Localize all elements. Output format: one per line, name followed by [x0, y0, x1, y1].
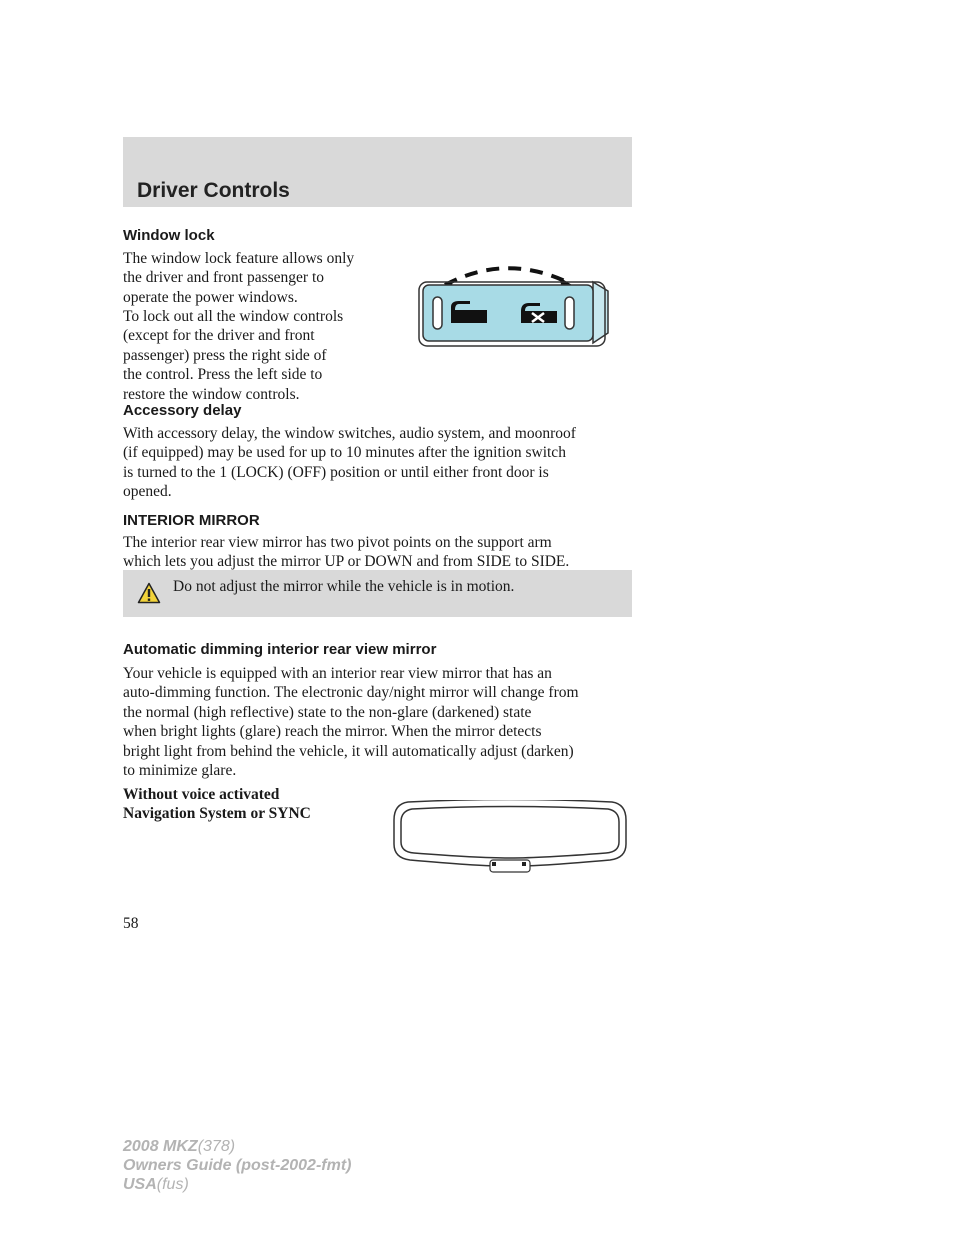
footer-model: 2008 MKZ — [123, 1138, 198, 1155]
page-number: 58 — [123, 915, 139, 932]
text-line: the control. Press the left side to — [123, 366, 323, 384]
text-line: passenger) press the right side of — [123, 346, 327, 364]
page-title: Driver Controls — [137, 179, 290, 202]
text-line: the normal (high reflective) state to the non-glare (darkened) state — [123, 703, 532, 721]
footer-region: USA — [123, 1176, 157, 1193]
text-line: operate the power windows. — [123, 288, 298, 306]
text-line: Without voice activated — [123, 786, 280, 803]
auto-dimming-heading: Automatic dimming interior rear view mirror — [123, 641, 437, 658]
warning-box — [123, 570, 632, 617]
text-line: opened. — [123, 483, 172, 501]
text-line: the driver and front passenger to — [123, 269, 325, 287]
interior-mirror-heading: INTERIOR MIRROR — [123, 512, 260, 529]
text-line: to minimize glare. — [123, 762, 237, 780]
header-band — [123, 137, 632, 207]
footer-region-code: (fus) — [156, 1176, 189, 1193]
text-line: bright light from behind the vehicle, it will automatically adjust (darken) — [123, 742, 574, 760]
accessory-delay-paragraph — [123, 424, 576, 502]
text-line: Navigation System or SYNC — [123, 805, 311, 823]
window-lock-heading: Window lock — [123, 227, 215, 244]
text-line: auto-dimming function. The electronic day/night mirror will change from — [123, 684, 579, 702]
auto-dimming-subheading — [123, 785, 311, 824]
auto-dimming-paragraph — [123, 664, 579, 780]
text-line: (except for the driver and front — [123, 327, 315, 345]
text-line: which lets you adjust the mirror UP or DOWN and from SIDE to SIDE. — [123, 553, 570, 571]
footer-guide: Owners Guide (post-2002-fmt) — [123, 1157, 352, 1174]
text-line: when bright lights (glare) reach the mirror. When the mirror detects — [123, 723, 542, 741]
window-lock-paragraph-2 — [123, 307, 343, 404]
text-line: is turned to the 1 (LOCK) (OFF) position or until either front door is — [123, 463, 549, 481]
window-lock-paragraph-1 — [123, 249, 354, 307]
text-line: (if equipped) may be used for up to 10 minutes after the ignition switch — [123, 444, 566, 462]
rear-view-mirror-illustration — [392, 800, 628, 874]
accessory-delay-heading: Accessory delay — [123, 402, 242, 419]
warning-text: Do not adjust the mirror while the vehicle is in motion. — [173, 578, 515, 595]
footer — [123, 1137, 351, 1194]
window-lock-switch-illustration — [415, 255, 615, 350]
footer-model-code: (378) — [197, 1138, 236, 1155]
text-line: Your vehicle is equipped with an interior rear view mirror that has an — [123, 665, 552, 682]
text-line: With accessory delay, the window switches, audio system, and moonroof — [123, 425, 576, 442]
text-line: The interior rear view mirror has two pivot points on the support arm — [123, 534, 552, 551]
interior-mirror-paragraph — [123, 533, 569, 572]
text-line: To lock out all the window controls — [123, 308, 344, 325]
text-line: The window lock feature allows only — [123, 250, 355, 267]
text-line: restore the window controls. — [123, 385, 300, 403]
warning-triangle-icon — [137, 582, 161, 604]
